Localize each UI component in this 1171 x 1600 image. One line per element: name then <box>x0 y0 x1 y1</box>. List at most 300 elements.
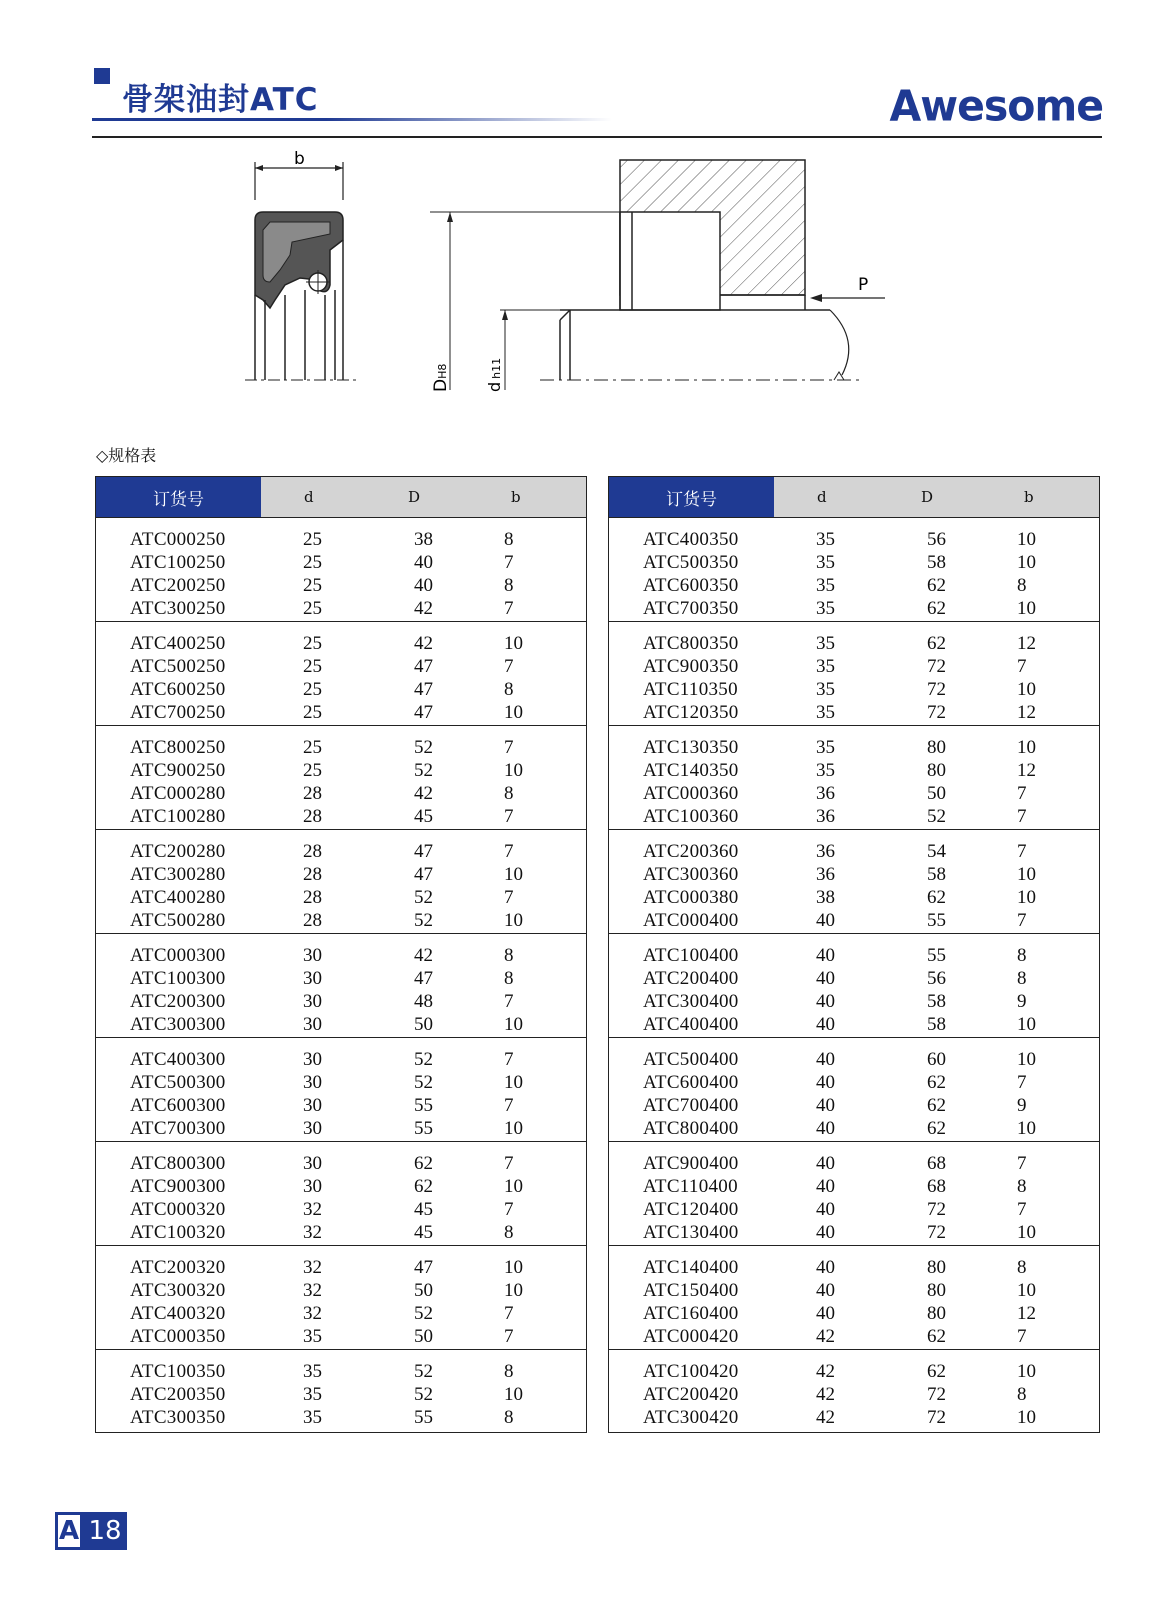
D-cell: 47 <box>414 968 433 989</box>
D-cell: 72 <box>927 1199 946 1220</box>
d-cell: 40 <box>816 1072 835 1093</box>
order-no-cell: ATC200250 <box>130 575 226 596</box>
b-cell: 7 <box>1017 841 1027 862</box>
b-cell: 7 <box>504 1199 514 1220</box>
d-cell: 35 <box>816 760 835 781</box>
D-cell: 72 <box>927 1384 946 1405</box>
d-cell: 36 <box>816 864 835 885</box>
b-cell: 7 <box>504 1049 514 1070</box>
b-cell: 10 <box>504 1257 523 1278</box>
table-row <box>96 1383 586 1406</box>
d-cell: 35 <box>816 529 835 550</box>
D-cell: 52 <box>927 806 946 827</box>
table-row <box>96 1406 586 1429</box>
table-row <box>609 632 1099 655</box>
table-row <box>96 701 586 724</box>
table-row <box>96 1198 586 1221</box>
order-no-cell: ATC700300 <box>130 1118 226 1139</box>
b-cell: 10 <box>504 1384 523 1405</box>
b-cell: 7 <box>1017 806 1027 827</box>
b-cell: 8 <box>504 968 514 989</box>
spec-table-label: ◇规格表 <box>96 446 157 465</box>
D-cell: 80 <box>927 1303 946 1324</box>
order-no-cell: ATC100280 <box>130 806 226 827</box>
d-cell: 25 <box>303 575 322 596</box>
table-row <box>609 840 1099 863</box>
d-cell: 38 <box>816 887 835 908</box>
b-cell: 10 <box>1017 1407 1036 1428</box>
table-row <box>96 1152 586 1175</box>
b-cell: 7 <box>1017 910 1027 931</box>
d-cell: 35 <box>303 1326 322 1347</box>
order-no-cell: ATC000420 <box>643 1326 739 1347</box>
order-no-cell: ATC500300 <box>130 1072 226 1093</box>
order-no-cell: ATC200350 <box>130 1384 226 1405</box>
order-no-cell: ATC400350 <box>643 529 739 550</box>
table-row <box>609 1383 1099 1406</box>
table-body <box>609 518 1099 1432</box>
table-body <box>96 518 586 1432</box>
b-header: b <box>511 488 521 506</box>
table-row <box>96 886 586 909</box>
D-cell: 45 <box>414 806 433 827</box>
d-cell: 40 <box>816 991 835 1012</box>
spec-table-right <box>608 476 1100 1433</box>
order-no-cell: ATC700350 <box>643 598 739 619</box>
b-cell: 10 <box>1017 1014 1036 1035</box>
order-no-cell: ATC000280 <box>130 783 226 804</box>
order-no-cell: ATC100350 <box>130 1361 226 1382</box>
seal-drawing <box>230 150 910 400</box>
row-group <box>609 622 1099 726</box>
order-no-cell: ATC000300 <box>130 945 226 966</box>
row-group <box>96 622 586 726</box>
order-no-cell: ATC500250 <box>130 656 226 677</box>
D-cell: 54 <box>927 841 946 862</box>
b-cell: 8 <box>504 1407 514 1428</box>
b-cell: 7 <box>1017 1072 1027 1093</box>
d-cell: 35 <box>816 737 835 758</box>
order-no-cell: ATC000400 <box>643 910 739 931</box>
table-header <box>609 477 1099 518</box>
b-cell: 10 <box>504 910 523 931</box>
b-cell: 7 <box>504 656 514 677</box>
row-group <box>96 1246 586 1350</box>
D-cell: 80 <box>927 760 946 781</box>
d-cell: 30 <box>303 1176 322 1197</box>
d-cell: 25 <box>303 656 322 677</box>
order-no-cell: ATC000320 <box>130 1199 226 1220</box>
b-cell: 10 <box>504 1176 523 1197</box>
d-cell: 40 <box>816 1095 835 1116</box>
title-marker <box>94 68 110 84</box>
order-no-cell: ATC110350 <box>643 679 738 700</box>
d-cell: 32 <box>303 1222 322 1243</box>
D-cell: 52 <box>414 910 433 931</box>
D-cell: 60 <box>927 1049 946 1070</box>
D-cell: 42 <box>414 783 433 804</box>
table-row <box>96 782 586 805</box>
b-cell: 10 <box>1017 737 1036 758</box>
D-cell: 55 <box>927 910 946 931</box>
D-cell: 58 <box>927 552 946 573</box>
table-row <box>96 1360 586 1383</box>
b-cell: 8 <box>504 1361 514 1382</box>
b-cell: 10 <box>504 702 523 723</box>
table-row <box>609 1325 1099 1348</box>
D-cell: 80 <box>927 737 946 758</box>
D-cell: 52 <box>414 1384 433 1405</box>
row-group <box>609 1246 1099 1350</box>
D-cell: 38 <box>414 529 433 550</box>
order-no-cell: ATC500400 <box>643 1049 739 1070</box>
order-no-cell: ATC900400 <box>643 1153 739 1174</box>
table-row <box>96 909 586 932</box>
D-cell: 80 <box>927 1280 946 1301</box>
row-group <box>609 830 1099 934</box>
D-cell: 47 <box>414 679 433 700</box>
d-cell: 36 <box>816 841 835 862</box>
b-cell: 8 <box>504 1222 514 1243</box>
b-header: b <box>1024 488 1034 506</box>
table-row <box>609 886 1099 909</box>
D-cell: 72 <box>927 656 946 677</box>
b-cell: 10 <box>1017 887 1036 908</box>
row-group <box>96 1142 586 1246</box>
d-cell: 25 <box>303 679 322 700</box>
d-cell: 40 <box>816 1280 835 1301</box>
brand-logo: Awesome <box>889 80 1103 132</box>
order-no-cell: ATC300350 <box>130 1407 226 1428</box>
D-cell: 55 <box>414 1095 433 1116</box>
D-cell: 72 <box>927 1407 946 1428</box>
order-no-cell: ATC100360 <box>643 806 739 827</box>
order-no-header: 订货号 <box>609 477 774 517</box>
D-cell: 68 <box>927 1153 946 1174</box>
D-cell: 40 <box>414 575 433 596</box>
row-group <box>96 1038 586 1142</box>
d-cell: 35 <box>816 702 835 723</box>
order-no-cell: ATC800300 <box>130 1153 226 1174</box>
d-header: d <box>817 488 827 506</box>
d-cell: 30 <box>303 1118 322 1139</box>
b-cell: 8 <box>504 529 514 550</box>
b-cell: 10 <box>1017 1361 1036 1382</box>
pressure-label: P <box>858 275 869 295</box>
b-cell: 8 <box>1017 1176 1027 1197</box>
D-cell: 50 <box>414 1014 433 1035</box>
row-group <box>609 518 1099 622</box>
D-cell: 52 <box>414 1049 433 1070</box>
table-row <box>96 944 586 967</box>
d-cell: 28 <box>303 887 322 908</box>
order-no-cell: ATC000250 <box>130 529 226 550</box>
b-cell: 10 <box>1017 1118 1036 1139</box>
order-no-cell: ATC600350 <box>643 575 739 596</box>
b-cell: 7 <box>1017 1326 1027 1347</box>
order-no-cell: ATC600250 <box>130 679 226 700</box>
D-cell: 80 <box>927 1257 946 1278</box>
D-cell: 50 <box>414 1326 433 1347</box>
table-row <box>609 1360 1099 1383</box>
order-no-cell: ATC130400 <box>643 1222 739 1243</box>
b-cell: 8 <box>504 679 514 700</box>
d-cell: 25 <box>303 737 322 758</box>
b-cell: 8 <box>504 783 514 804</box>
d-cell: 35 <box>816 598 835 619</box>
D-cell: 55 <box>414 1407 433 1428</box>
D-cell: 48 <box>414 991 433 1012</box>
table-row <box>96 1094 586 1117</box>
header-rule <box>92 136 1102 138</box>
table-row <box>96 1048 586 1071</box>
D-cell: 47 <box>414 841 433 862</box>
d-cell: 30 <box>303 1095 322 1116</box>
table-row <box>609 1175 1099 1198</box>
order-no-cell: ATC160400 <box>643 1303 739 1324</box>
b-cell: 7 <box>504 552 514 573</box>
table-row <box>609 1406 1099 1429</box>
order-no-cell: ATC200300 <box>130 991 226 1012</box>
d-cell: 40 <box>816 1176 835 1197</box>
page-title: 骨架油封ATC <box>122 82 319 118</box>
d-cell: 40 <box>816 1222 835 1243</box>
order-no-cell: ATC300280 <box>130 864 226 885</box>
order-no-cell: ATC900300 <box>130 1176 226 1197</box>
title-underline <box>92 118 612 121</box>
d-cell: 30 <box>303 1072 322 1093</box>
d-cell: 35 <box>816 575 835 596</box>
order-no-cell: ATC800400 <box>643 1118 739 1139</box>
row-group <box>96 830 586 934</box>
b-cell: 10 <box>504 633 523 654</box>
b-cell: 8 <box>504 945 514 966</box>
table-row <box>609 736 1099 759</box>
table-row <box>96 632 586 655</box>
d-cell: 40 <box>816 910 835 931</box>
D-cell: 62 <box>927 575 946 596</box>
d-cell: 30 <box>303 968 322 989</box>
table-row <box>96 1256 586 1279</box>
table-row <box>96 1013 586 1036</box>
order-no-cell: ATC140350 <box>643 760 739 781</box>
D-cell: 58 <box>927 1014 946 1035</box>
row-group <box>96 934 586 1038</box>
b-cell: 7 <box>504 598 514 619</box>
b-cell: 7 <box>504 737 514 758</box>
order-no-cell: ATC120350 <box>643 702 739 723</box>
D-cell: 52 <box>414 760 433 781</box>
D-cell: 62 <box>927 1095 946 1116</box>
b-cell: 7 <box>504 1153 514 1174</box>
d-cell: 30 <box>303 1014 322 1035</box>
order-no-cell: ATC600300 <box>130 1095 226 1116</box>
b-cell: 8 <box>1017 575 1027 596</box>
b-cell: 7 <box>504 1095 514 1116</box>
d-header: d <box>304 488 314 506</box>
d-cell: 36 <box>816 783 835 804</box>
D-header: D <box>921 488 934 506</box>
b-cell: 8 <box>504 575 514 596</box>
b-cell: 10 <box>1017 598 1036 619</box>
b-cell: 9 <box>1017 991 1027 1012</box>
b-cell: 7 <box>1017 1153 1027 1174</box>
d-cell: 28 <box>303 910 322 931</box>
b-cell: 7 <box>1017 656 1027 677</box>
order-no-cell: ATC100250 <box>130 552 226 573</box>
order-no-cell: ATC400280 <box>130 887 226 908</box>
order-no-cell: ATC000380 <box>643 887 739 908</box>
order-no-cell: ATC400400 <box>643 1014 739 1035</box>
b-cell: 7 <box>1017 783 1027 804</box>
order-no-cell: ATC900350 <box>643 656 739 677</box>
d-cell: 35 <box>816 633 835 654</box>
d-cell: 25 <box>303 552 322 573</box>
order-no-cell: ATC800350 <box>643 633 739 654</box>
b-cell: 10 <box>1017 1280 1036 1301</box>
row-group <box>609 934 1099 1038</box>
D-cell: 42 <box>414 598 433 619</box>
table-row <box>96 840 586 863</box>
table-row <box>609 1117 1099 1140</box>
table-row <box>96 574 586 597</box>
d-cell: 40 <box>816 968 835 989</box>
table-row <box>609 551 1099 574</box>
d-cell: 25 <box>303 529 322 550</box>
d-cell: 40 <box>816 1153 835 1174</box>
order-no-cell: ATC100300 <box>130 968 226 989</box>
order-no-cell: ATC200360 <box>643 841 739 862</box>
D-cell: 45 <box>414 1222 433 1243</box>
table-row <box>96 597 586 620</box>
b-cell: 12 <box>1017 1303 1036 1324</box>
row-group <box>609 1142 1099 1246</box>
D-cell: 62 <box>927 1118 946 1139</box>
order-no-cell: ATC100420 <box>643 1361 739 1382</box>
table-row <box>609 1221 1099 1244</box>
order-no-cell: ATC500280 <box>130 910 226 931</box>
b-dimension-label: b <box>294 150 305 169</box>
b-cell: 10 <box>1017 529 1036 550</box>
table-row <box>609 1071 1099 1094</box>
d-dimension-label: dh11 <box>485 357 504 392</box>
d-cell: 28 <box>303 806 322 827</box>
b-cell: 7 <box>504 991 514 1012</box>
table-row <box>96 655 586 678</box>
row-group <box>96 518 586 622</box>
table-row <box>609 863 1099 886</box>
d-cell: 42 <box>816 1407 835 1428</box>
d-cell: 35 <box>816 656 835 677</box>
table-row <box>96 1279 586 1302</box>
b-cell: 7 <box>504 1303 514 1324</box>
d-cell: 40 <box>816 1257 835 1278</box>
D-cell: 42 <box>414 945 433 966</box>
table-row <box>609 1279 1099 1302</box>
table-row <box>609 655 1099 678</box>
d-cell: 32 <box>303 1257 322 1278</box>
D-cell: 40 <box>414 552 433 573</box>
order-no-header: 订货号 <box>96 477 261 517</box>
d-cell: 40 <box>816 945 835 966</box>
b-cell: 7 <box>504 1326 514 1347</box>
table-row <box>609 990 1099 1013</box>
D-cell: 62 <box>927 598 946 619</box>
D-dimension-label: DH8 <box>431 363 451 392</box>
order-no-cell: ATC110400 <box>643 1176 738 1197</box>
order-no-cell: ATC000350 <box>130 1326 226 1347</box>
order-no-cell: ATC140400 <box>643 1257 739 1278</box>
table-row <box>96 551 586 574</box>
b-cell: 10 <box>504 1280 523 1301</box>
table-row <box>609 701 1099 724</box>
table-row <box>609 1013 1099 1036</box>
D-cell: 72 <box>927 1222 946 1243</box>
row-group <box>96 726 586 830</box>
order-no-cell: ATC600400 <box>643 1072 739 1093</box>
d-cell: 35 <box>816 552 835 573</box>
b-cell: 7 <box>504 887 514 908</box>
table-row <box>96 990 586 1013</box>
order-no-cell: ATC150400 <box>643 1280 739 1301</box>
order-no-cell: ATC200420 <box>643 1384 739 1405</box>
D-cell: 50 <box>414 1280 433 1301</box>
d-cell: 35 <box>816 679 835 700</box>
d-cell: 35 <box>303 1384 322 1405</box>
d-cell: 42 <box>816 1326 835 1347</box>
table-row <box>96 1325 586 1348</box>
d-cell: 42 <box>816 1384 835 1405</box>
b-cell: 10 <box>504 1014 523 1035</box>
order-no-cell: ATC800250 <box>130 737 226 758</box>
b-cell: 10 <box>504 1118 523 1139</box>
table-row <box>96 1175 586 1198</box>
d-cell: 35 <box>303 1407 322 1428</box>
table-row <box>609 574 1099 597</box>
order-no-cell: ATC000360 <box>643 783 739 804</box>
d-cell: 25 <box>303 598 322 619</box>
D-cell: 47 <box>414 702 433 723</box>
table-row <box>609 909 1099 932</box>
table-row <box>96 1071 586 1094</box>
D-cell: 72 <box>927 702 946 723</box>
D-cell: 62 <box>927 633 946 654</box>
table-row <box>609 782 1099 805</box>
page-number <box>55 1512 127 1550</box>
d-cell: 35 <box>303 1361 322 1382</box>
order-no-cell: ATC200400 <box>643 968 739 989</box>
b-cell: 10 <box>1017 864 1036 885</box>
table-row <box>96 678 586 701</box>
d-cell: 28 <box>303 864 322 885</box>
D-cell: 45 <box>414 1199 433 1220</box>
D-cell: 52 <box>414 887 433 908</box>
D-cell: 50 <box>927 783 946 804</box>
table-row <box>609 528 1099 551</box>
D-cell: 52 <box>414 737 433 758</box>
D-cell: 62 <box>927 887 946 908</box>
table-row <box>609 967 1099 990</box>
row-group <box>609 1038 1099 1142</box>
table-row <box>609 1152 1099 1175</box>
D-cell: 72 <box>927 679 946 700</box>
D-header: D <box>408 488 421 506</box>
order-no-cell: ATC300420 <box>643 1407 739 1428</box>
order-no-cell: ATC300360 <box>643 864 739 885</box>
spec-table-left <box>95 476 587 1433</box>
d-cell: 40 <box>816 1199 835 1220</box>
order-no-cell: ATC400250 <box>130 633 226 654</box>
